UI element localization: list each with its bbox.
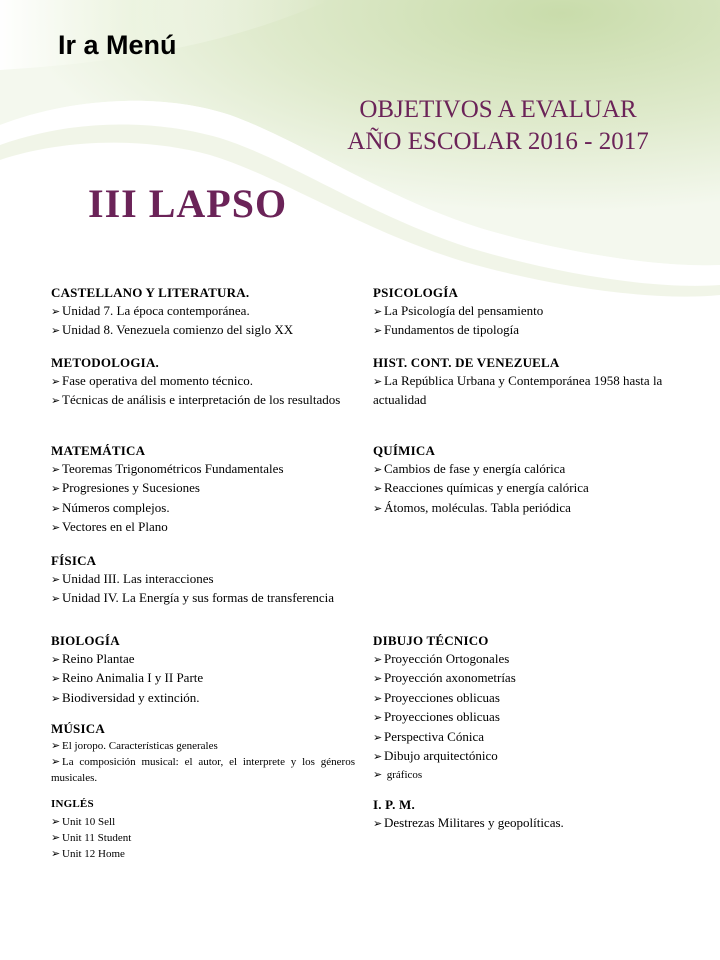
section-biologia <box>51 632 355 720</box>
arrow-icon: ➢ <box>373 325 383 337</box>
list-item: ➢ Átomos, moléculas. Tabla periódica <box>373 499 673 519</box>
list-item: ➢ La República Urbana y Contemporánea 1958 hasta la actualidad <box>373 372 663 407</box>
section-title: HIST. CONT. DE VENEZUELA <box>373 355 560 370</box>
section-title: BIOLOGÍA <box>51 633 120 648</box>
arrow-icon: ➢ <box>51 483 61 495</box>
section-title: MÚSICA <box>51 721 105 736</box>
right-column <box>373 284 673 833</box>
section-title: CASTELLANO Y LITERATURA. <box>51 285 250 300</box>
list-item: ➢ Unidad IV. La Energía y sus formas de transferencia <box>51 589 355 609</box>
list-item: ➢ Biodiversidad y extinción. <box>51 689 355 709</box>
section-matematica <box>51 442 355 552</box>
arrow-icon: ➢ <box>373 751 383 763</box>
section-ingles <box>51 796 355 862</box>
arrow-icon: ➢ <box>373 692 383 705</box>
list-item: ➢ Unidad 7. La época contemporánea. <box>51 302 355 322</box>
section-title: DIBUJO TÉCNICO <box>373 633 489 648</box>
list-item: ➢ Proyecciones oblicuas <box>373 708 673 728</box>
section-title: QUÍMICA <box>373 443 436 458</box>
list-item: ➢ Fundamentos de tipología <box>373 321 673 341</box>
arrow-icon: ➢ <box>373 653 383 666</box>
section-title: METODOLOGIA. <box>51 355 159 370</box>
arrow-icon: ➢ <box>51 815 61 828</box>
arrow-icon: ➢ <box>51 502 61 515</box>
section-metodologia <box>51 354 355 442</box>
section-title: FÍSICA <box>51 553 97 568</box>
list-item: ➢ Progresiones y Sucesiones <box>51 479 355 499</box>
arrow-icon: ➢ <box>51 831 61 844</box>
section-castellano <box>51 284 355 354</box>
list-item: ➢ Proyección Ortogonales <box>373 650 673 670</box>
arrow-icon: ➢ <box>51 847 61 860</box>
list-item: ➢ Reacciones químicas y energía calórica <box>373 479 673 499</box>
section-ipm <box>373 796 673 833</box>
list-item: ➢ Cambios de fase y energía calórica <box>373 460 673 480</box>
lapso-title: III LAPSO <box>88 181 288 226</box>
arrow-icon: ➢ <box>373 731 383 744</box>
list-item: ➢ Unit 10 Sell <box>51 815 116 828</box>
list-item: ➢ Números complejos. <box>51 499 355 519</box>
section-title: PSICOLOGÍA <box>373 285 459 300</box>
list-item: ➢ Perspectiva Cónica <box>373 728 673 748</box>
arrow-icon: ➢ <box>373 817 383 830</box>
objectives-title: OBJETIVOS A EVALUAR <box>359 96 637 123</box>
arrow-icon: ➢ <box>51 463 61 476</box>
arrow-icon: ➢ <box>373 375 383 388</box>
section-historia <box>373 354 673 442</box>
list-item: ➢ Técnicas de análisis e interpretación de los resultados <box>51 391 355 411</box>
section-title: I. P. M. <box>373 797 415 812</box>
list-item: ➢ Fase operativa del momento técnico. <box>51 372 355 392</box>
arrow-icon: ➢ <box>373 768 383 781</box>
section-psicologia <box>373 284 673 354</box>
objectives-heading <box>318 94 678 158</box>
list-item: ➢ Reino Animalia I y II Parte <box>51 669 355 689</box>
list-item: ➢ Dibujo arquitectónico <box>373 747 673 767</box>
arrow-icon: ➢ <box>51 325 61 337</box>
arrow-icon: ➢ <box>51 593 61 605</box>
list-item: ➢ Unidad III. Las interacciones <box>51 570 355 590</box>
section-musica <box>51 720 355 796</box>
list-item: ➢ La Psicología del pensamiento <box>373 302 673 322</box>
arrow-icon: ➢ <box>51 739 61 752</box>
list-item: ➢ La composición musical: el autor, el interprete y los géneros musicales. <box>51 755 355 784</box>
section-title: MATEMÁTICA <box>51 443 146 458</box>
section-dibujo <box>373 632 673 796</box>
arrow-icon: ➢ <box>373 483 383 495</box>
section-quimica <box>373 442 673 632</box>
list-item: ➢ gráficos <box>373 768 423 781</box>
list-item: ➢ Teoremas Trigonométricos Fundamentales <box>51 460 355 480</box>
list-item: ➢ Reino Plantae <box>51 650 355 670</box>
arrow-icon: ➢ <box>51 692 61 705</box>
arrow-icon: ➢ <box>51 755 61 768</box>
arrow-icon: ➢ <box>51 653 61 666</box>
section-title: INGLÉS <box>51 798 94 810</box>
arrow-icon: ➢ <box>373 502 383 515</box>
list-item: ➢ Proyección axonometrías <box>373 669 673 689</box>
list-item: ➢ Vectores en el Plano <box>51 518 355 538</box>
list-item: ➢ Destrezas Militares y geopolíticas. <box>373 814 673 834</box>
arrow-icon: ➢ <box>373 305 383 318</box>
arrow-icon: ➢ <box>51 573 61 586</box>
list-item: ➢ Unit 11 Student <box>51 831 132 844</box>
list-item: ➢ El joropo. Características generales <box>51 739 218 752</box>
list-item: ➢ Proyecciones oblicuas <box>373 689 673 709</box>
arrow-icon: ➢ <box>51 305 61 318</box>
arrow-icon: ➢ <box>373 463 383 476</box>
arrow-icon: ➢ <box>51 673 61 685</box>
arrow-icon: ➢ <box>51 375 61 388</box>
school-year: AÑO ESCOLAR 2016 - 2017 <box>347 128 649 155</box>
section-fisica <box>51 552 355 632</box>
arrow-icon: ➢ <box>51 395 61 407</box>
left-column <box>51 284 355 862</box>
arrow-icon: ➢ <box>373 673 383 685</box>
arrow-icon: ➢ <box>373 712 383 724</box>
list-item: ➢ Unidad 8. Venezuela comienzo del siglo XX <box>51 321 355 341</box>
list-item: ➢ Unit 12 Home <box>51 847 125 860</box>
menu-link[interactable]: Ir a Menú <box>58 30 177 60</box>
arrow-icon: ➢ <box>51 522 61 534</box>
